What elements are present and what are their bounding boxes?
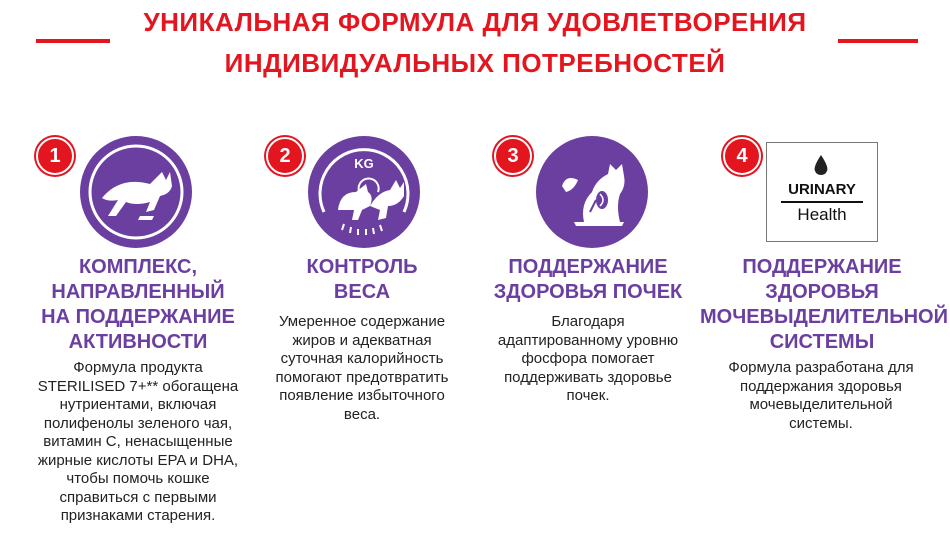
title-divider-right [838, 39, 918, 43]
feature-heading-2: КОНТРОЛЬ ВЕСА [306, 256, 418, 303]
title-divider-left [36, 39, 110, 43]
urinary-health-icon: URINARY Health [766, 142, 878, 242]
active-cat-icon [80, 136, 192, 248]
svg-text:KG: KG [354, 156, 374, 171]
kidney-cat-icon [536, 136, 648, 248]
feature-text-2: Умеренное содержание жиров и адекватная суточная калорийность помогают предотвратить появление избыточного веса. [275, 313, 449, 423]
page-title-line-2: ИНДИВИДУАЛЬНЫХ ПОТРЕБНОСТЕЙ [224, 48, 726, 78]
step-badge-1: 1 [36, 137, 74, 175]
step-badge-3: 3 [494, 137, 532, 175]
page-title-line-1: УНИКАЛЬНАЯ ФОРМУЛА ДЛЯ УДОВЛЕТВОРЕНИЯ [143, 7, 807, 37]
weight-scale-cat-icon [308, 136, 420, 248]
step-badge-2: 2 [266, 137, 304, 175]
feature-heading-1: КОМПЛЕКС, НАПРАВЛЕННЫЙ НА ПОДДЕРЖАНИЕ АКТИВНОСТИ [41, 256, 235, 353]
step-badge-4: 4 [723, 137, 761, 175]
feature-text-4: Формула разработана для поддержания здоровья мочевыделительной системы. [728, 359, 914, 432]
feature-text-3: Благодаря адаптированному уровню фосфора помогает поддерживать здоровье почек. [497, 313, 679, 404]
urinary-divider [781, 201, 863, 203]
feature-heading-4: ПОДДЕРЖАНИЕ ЗДОРОВЬЯ МОЧЕВЫДЕЛИТЕЛЬНОЙ СИСТЕМЫ [700, 256, 948, 353]
feature-text-1: Формула продукта STERILISED 7+** обогащена нутриентами, включая полифенолы зеленого чая, витамин С, ненасыщенные жирные кислоты EPA и DHA, чтобы помочь кошке справиться с первыми признаками старения. [37, 359, 239, 524]
feature-heading-3: ПОДДЕРЖАНИЕ ЗДОРОВЬЯ ПОЧЕК [493, 256, 683, 303]
